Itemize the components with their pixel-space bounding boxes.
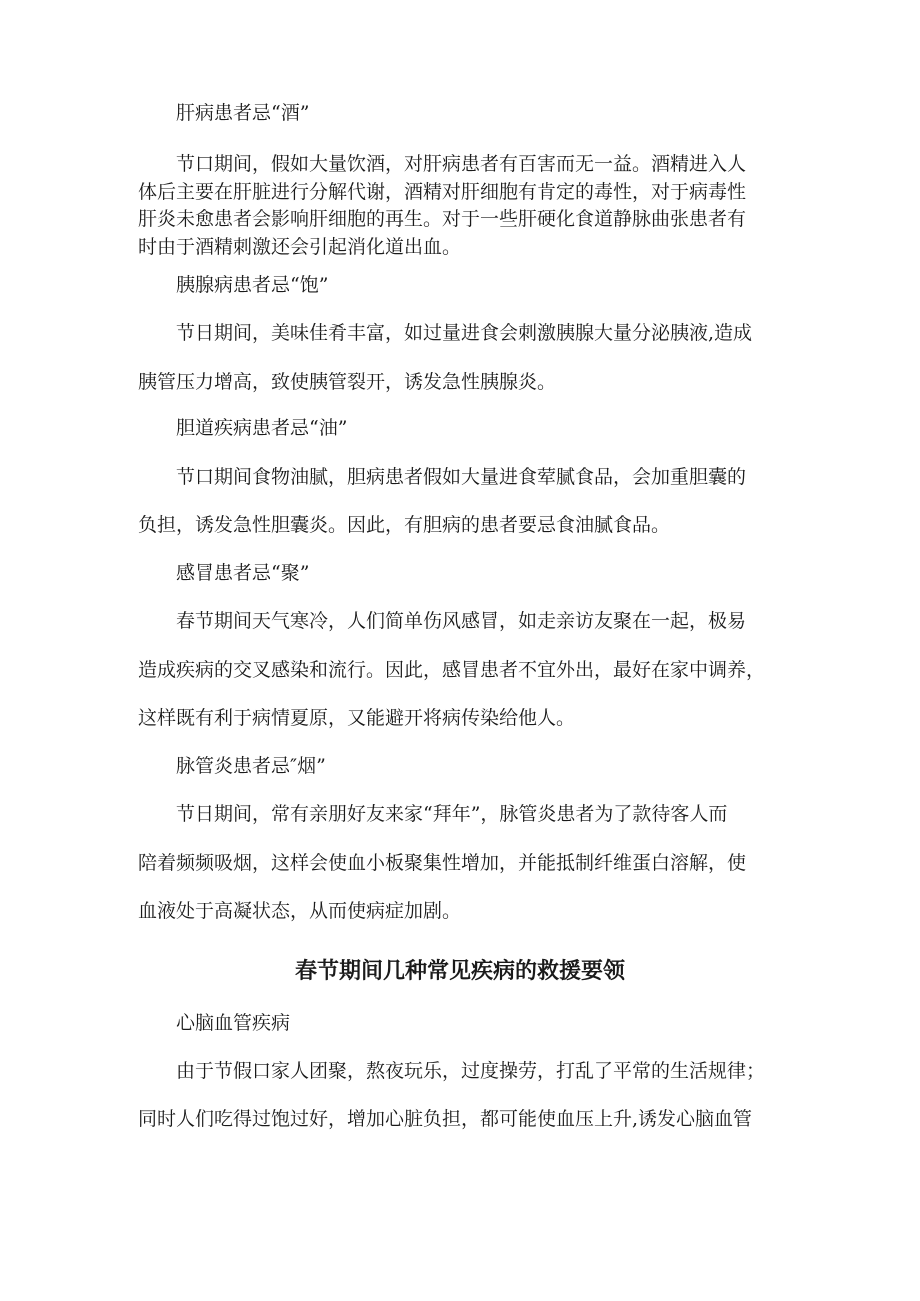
section-title-biliary: 胆道疾病患者忌“油” [176, 417, 348, 439]
main-heading: 春节期间几种常见疾病的救援要领 [294, 959, 625, 984]
section-title-pancreas: 胰腺病患者忌“饱” [176, 274, 329, 296]
paragraph-line: 节日期间，常有亲朋好友来家“拜年”，脉管炎患者为了款待客人而 [176, 803, 728, 825]
section-title-cold: 感冒患者忌“聚” [176, 562, 310, 584]
paragraph-line: 时由于酒精刺激还会引起消化道出血。 [138, 236, 462, 258]
paragraph-line: 陪着频频吸烟，这样会使血小板聚集性增加，并能抵制纤维蛋白溶解，使 [138, 852, 747, 874]
paragraph-line: 胰管压力增高，致使胰管裂开，诱发急性胰腺炎。 [138, 371, 557, 393]
paragraph-line: 节日期间，美味佳肴丰富，如过量进食会刺激胰腺大量分泌胰液,造成 [176, 322, 753, 344]
paragraph-line: 由于节假口家人团聚，熬夜玩乐，过度操劳，打乱了平常的生活规律； [176, 1060, 766, 1082]
paragraph-line: 血液处于高凝状态，从而使病症加剧。 [138, 900, 462, 922]
section-title-vasculitis: 脉管炎患者忌″烟” [176, 755, 326, 777]
paragraph-line: 春节期间天气寒冷，人们简单伤风感冒，如走亲访友聚在一起，极易 [176, 610, 747, 632]
paragraph-line: 体后主要在肝脏进行分解代谢，酒精对肝细胞有肯定的毒性，对于病毒性 [138, 181, 747, 203]
paragraph-line: 造成疾病的交叉感染和流行。因此，感冒患者不宜外出，最好在家中调养， [138, 659, 766, 681]
paragraph-line: 肝炎未愈患者会影响肝细胞的再生。对于一些肝硬化食道静脉曲张患者有 [138, 208, 747, 230]
paragraph-line: 节口期间，假如大量饮酒，对肝病患者有百害而无一益。酒精进入人 [176, 153, 747, 175]
paragraph-line: 同时人们吃得过饱过好，增加心脏负担，都可能使血压上升,诱发心脑血管 [138, 1108, 753, 1130]
section-title-cardio: 心脑血管疾病 [176, 1012, 291, 1034]
paragraph-line: 负担，诱发急性胆囊炎。因此，有胆病的患者要忌食油腻食品。 [138, 514, 671, 536]
paragraph-line: 节口期间食物油腻，胆病患者假如大量进食荤腻食品，会加重胆囊的 [176, 466, 747, 488]
section-title-liver: 肝病患者忌“酒” [176, 102, 310, 124]
paragraph-line: 这样既有利于病情夏原，又能避开将病传染给他人。 [138, 707, 576, 729]
